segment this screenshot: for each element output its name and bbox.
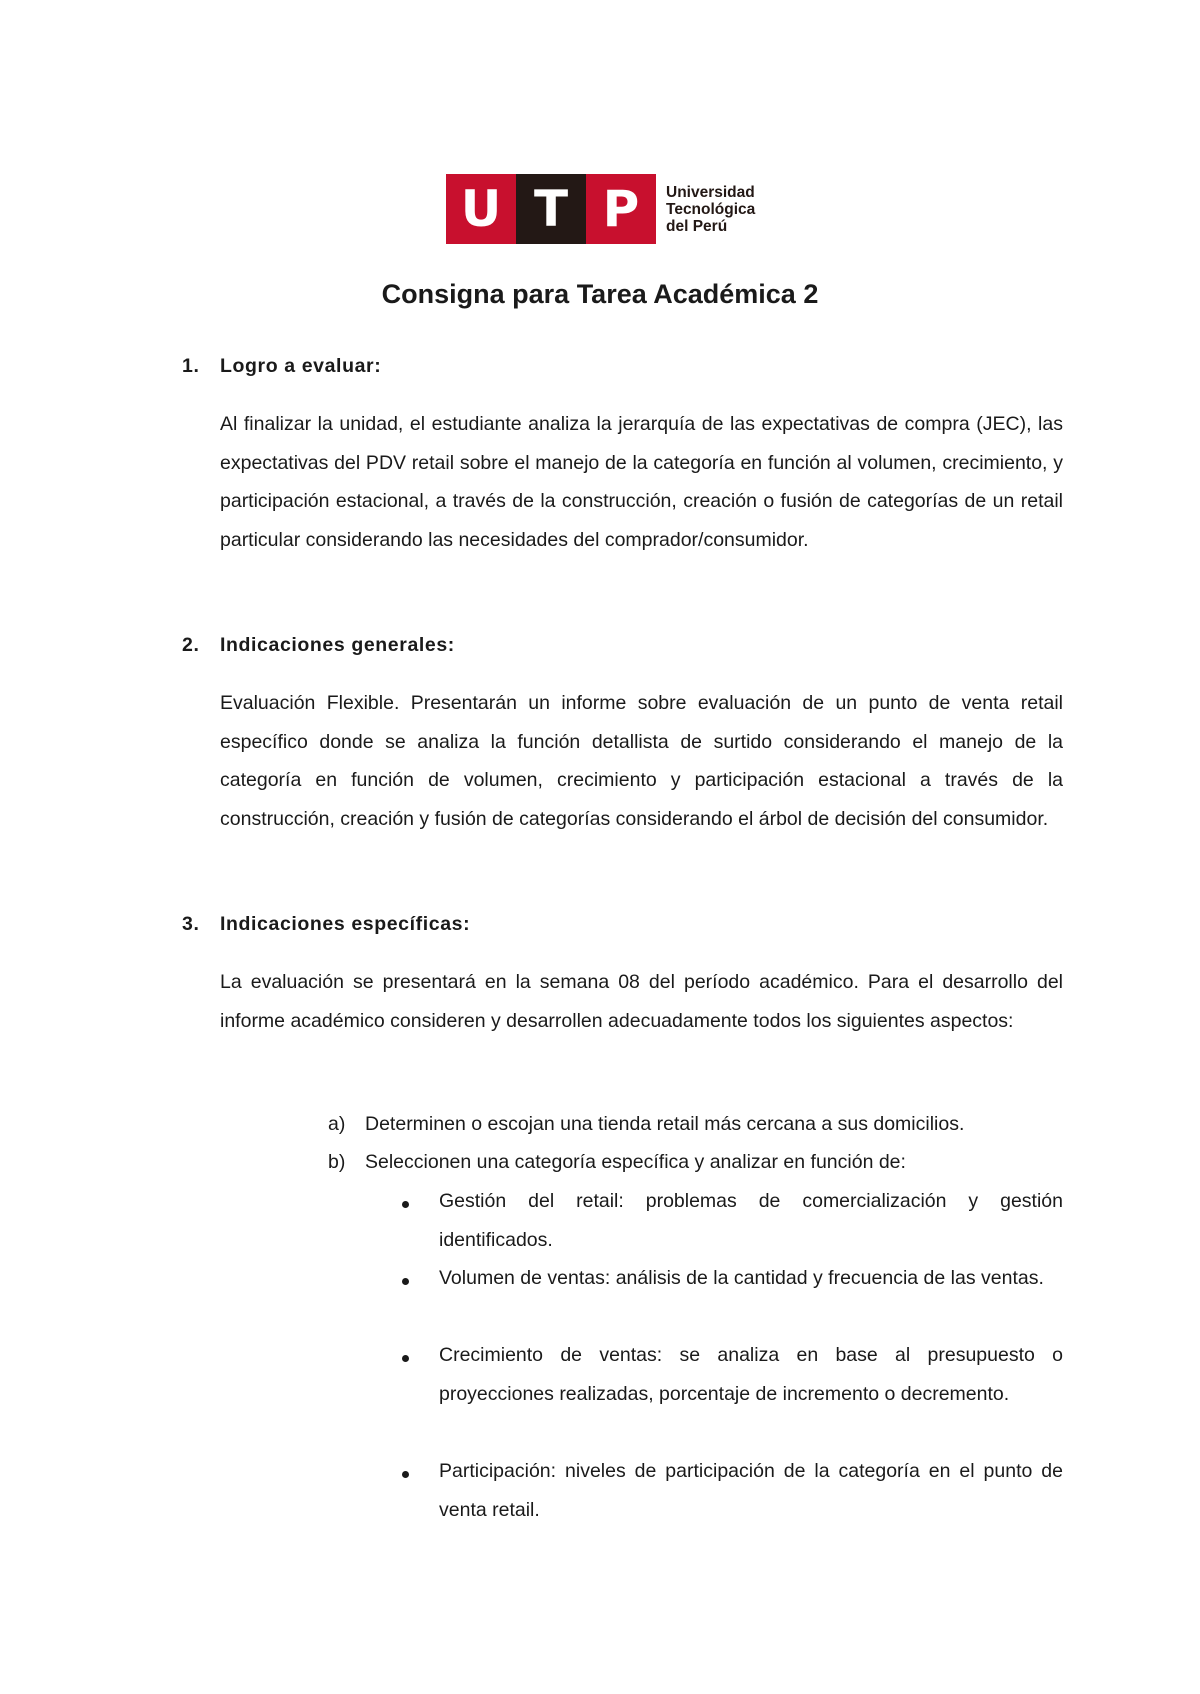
list-marker: b) — [328, 1151, 346, 1173]
logo-letter-p: P — [586, 174, 656, 244]
section-number: 1. — [182, 355, 200, 377]
section-body-1: Al finalizar la unidad, el estudiante analiza la jerarquía de las expectativas de compra (JEC), las expectativas del PDV retail sobre el manejo de la categoría en función al volumen, crecimiento, y participación estacional, a través de la construcción, creación o fusión de categorías de un retail particular considerando las necesidades del comprador/consumidor. — [220, 413, 1063, 551]
document-title: Consigna para Tarea Académica 2 — [381, 279, 819, 309]
bullet-item-3: Crecimiento de ventas: se analiza en base al presupuesto o proyecciones realizadas, porcentaje de incremento o decremento. — [439, 1344, 1063, 1405]
bullet-icon — [402, 1471, 409, 1478]
bullet-item-1: Gestión del retail: problemas de comercialización y gestión identificados. — [439, 1190, 1063, 1251]
logo-letter-t: T — [516, 174, 586, 244]
section-body-3: La evaluación se presentará en la semana 08 del período académico. Para el desarrollo del informe académico consideren y desarrollen adecuadamente todos los siguientes aspectos: — [220, 971, 1063, 1032]
section-heading-text: Indicaciones específicas: — [220, 913, 471, 935]
section-heading-text: Logro a evaluar: — [220, 355, 382, 377]
list-marker: a) — [328, 1113, 346, 1135]
logo-line-2: Tecnológica — [666, 200, 756, 218]
logo-line-1: Universidad — [666, 183, 755, 201]
logo-wordmark — [666, 184, 755, 235]
logo-line-3: del Perú — [666, 217, 728, 235]
section-number: 2. — [182, 634, 200, 656]
bullet-icon — [402, 1355, 409, 1362]
section-heading-2 — [182, 633, 455, 657]
bullet-icon — [402, 1278, 409, 1285]
section-heading-text: Indicaciones generales: — [220, 634, 455, 656]
list-item-text: Determinen o escojan una tienda retail más cercana a sus domicilios. — [365, 1113, 965, 1135]
bullet-item-4: Participación: niveles de participación de la categoría en el punto de venta retail. — [439, 1460, 1063, 1521]
list-item-text: Seleccionen una categoría específica y analizar en función de: — [365, 1151, 906, 1173]
section-body-2: Evaluación Flexible. Presentarán un informe sobre evaluación de un punto de venta retail específico donde se analiza la función detallista de surtido considerando el manejo de la categoría en función de volumen, crecimiento y participación estacional a través de la construcción, creación y fusión de categorías considerando el árbol de decisión del consumidor. — [220, 692, 1063, 830]
section-number: 3. — [182, 913, 200, 935]
bullet-icon — [402, 1201, 409, 1208]
logo-letter-u: U — [446, 174, 516, 244]
section-heading-1 — [182, 354, 381, 378]
bullet-item-2: Volumen de ventas: análisis de la cantidad y frecuencia de las ventas. — [439, 1267, 1044, 1289]
section-heading-3 — [182, 912, 470, 936]
utp-logo — [446, 174, 755, 244]
